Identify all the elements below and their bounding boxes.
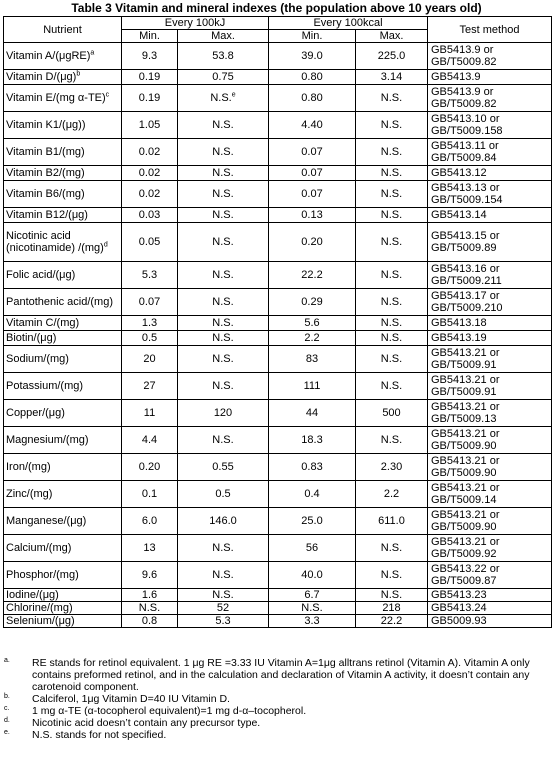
test-method-cell: GB5413.19 [428, 331, 552, 346]
max-kcal-cell: 3.14 [356, 70, 428, 85]
nutrient-cell: Vitamin $D/(\mu g)^b$ [4, 70, 122, 85]
footnote [4, 717, 549, 729]
test-method-cell: GB5413.21 or GB/T5009.91 [428, 373, 552, 400]
test-method-cell: GB5413.17 or GB/T5009.210 [428, 289, 552, 316]
footnote [4, 693, 549, 705]
nutrient-cell: Vitamin B12/(μg) [4, 208, 122, 223]
max-kcal-cell: N.S. [356, 166, 428, 181]
min-kcal-cell: 0.07 [269, 139, 356, 166]
header-nutrient: Nutrient [4, 17, 122, 43]
max-kj-cell: N.S. [178, 589, 269, 602]
test-method-cell: GB5413.9 [428, 70, 552, 85]
table-row [4, 181, 552, 208]
nutrient-cell: Phosphor/(mg) [4, 562, 122, 589]
min-kcal-cell: 40.0 [269, 562, 356, 589]
max-kcal-cell: 611.0 [356, 508, 428, 535]
table-row [4, 346, 552, 373]
min-kcal-cell: 111 [269, 373, 356, 400]
min-kcal-cell: 3.3 [269, 615, 356, 628]
nutrient-cell: Vitamin C/(mg) [4, 316, 122, 331]
min-kj-cell: 0.19 [122, 70, 178, 85]
header-every-100kcal: Every 100kcal [269, 17, 428, 30]
max-kj-cell: N.S. [178, 166, 269, 181]
footnote [4, 657, 549, 693]
min-kj-cell: 4.4 [122, 427, 178, 454]
nutrient-cell: Nicotinic acid (nicotinamide) /(mg)$^d$ [4, 223, 122, 262]
footnote-marker: c [105, 91, 110, 99]
max-kcal-cell: 2.2 [356, 481, 428, 508]
table-row [4, 289, 552, 316]
nutrient-cell: Copper/(μg) [4, 400, 122, 427]
table-row [4, 589, 552, 602]
table-body [4, 43, 552, 628]
test-method-cell: GB5413.15 or GB/T5009.89 [428, 223, 552, 262]
min-kcal-cell: 0.83 [269, 454, 356, 481]
min-kcal-cell: 4.40 [269, 112, 356, 139]
max-kcal-cell: N.S. [356, 181, 428, 208]
footnote-text: N.S. stands for not specified. [32, 729, 167, 741]
header-min-kcal: Min. [269, 30, 356, 43]
max-kj-cell: 5.3 [178, 615, 269, 628]
footnotes [4, 657, 549, 741]
nutrient-cell: Vitamin B2/(mg) [4, 166, 122, 181]
max-kj-cell: N.S. [178, 316, 269, 331]
max-kj-cell: 53.8 [178, 43, 269, 70]
min-kj-cell: 0.03 [122, 208, 178, 223]
max-kcal-cell: N.S. [356, 346, 428, 373]
header-every-100kj: Every 100kJ [122, 17, 269, 30]
min-kcal-cell: 39.0 [269, 43, 356, 70]
min-kj-cell: 20 [122, 346, 178, 373]
nutrient-cell: Sodium/(mg) [4, 346, 122, 373]
nutrient-cell: Vitamin B1/(mg) [4, 139, 122, 166]
vitamin-mineral-table [3, 16, 552, 628]
test-method-cell: GB5413.21 or GB/T5009.14 [428, 481, 552, 508]
test-method-cell: GB5413.21 or GB/T5009.90 [428, 508, 552, 535]
min-kcal-cell: N.S. [269, 602, 356, 615]
test-method-cell: GB5413.14 [428, 208, 552, 223]
max-kj-cell: N.S. [178, 262, 269, 289]
test-method-cell: GB5413.22 or GB/T5009.87 [428, 562, 552, 589]
min-kj-cell: 0.05 [122, 223, 178, 262]
min-kcal-cell: 18.3 [269, 427, 356, 454]
min-kcal-cell: 0.07 [269, 166, 356, 181]
nutrient-cell: Potassium/(mg) [4, 373, 122, 400]
min-kcal-cell: 22.2 [269, 262, 356, 289]
table-row [4, 262, 552, 289]
nutrient-cell: Biotin/(μg) [4, 331, 122, 346]
min-kj-cell: 11 [122, 400, 178, 427]
nutrient-cell: Iodine/(μg) [4, 589, 122, 602]
max-kcal-cell: 500 [356, 400, 428, 427]
max-kj-cell: N.S. [178, 139, 269, 166]
min-kcal-cell: 0.4 [269, 481, 356, 508]
table-row [4, 112, 552, 139]
table-row [4, 427, 552, 454]
nutrient-cell: Folic acid/(μg) [4, 262, 122, 289]
max-kcal-cell: 22.2 [356, 615, 428, 628]
test-method-cell: GB5413.9 or GB/T5009.82 [428, 85, 552, 112]
max-kcal-cell: N.S. [356, 223, 428, 262]
max-kj-cell: 146.0 [178, 508, 269, 535]
test-method-cell: GB5413.24 [428, 602, 552, 615]
footnote-marker: b [76, 70, 81, 78]
max-kcal-cell: N.S. [356, 373, 428, 400]
nutrient-cell: Vitamin $A/(\mu gRE)^a$ [4, 43, 122, 70]
footnote-mark: e. [4, 729, 10, 736]
max-kj-cell: N.S. [178, 112, 269, 139]
nutrient-cell: Iron/(mg) [4, 454, 122, 481]
max-kj-cell: N.S. [178, 346, 269, 373]
max-kcal-cell: N.S. [356, 208, 428, 223]
table-row [4, 602, 552, 615]
table-row [4, 331, 552, 346]
min-kj-cell: 9.6 [122, 562, 178, 589]
footnote-text: Nicotinic acid doesn’t contain any precursor type. [32, 717, 261, 729]
table-row [4, 85, 552, 112]
test-method-cell: GB5413.21 or GB/T5009.13 [428, 400, 552, 427]
max-kcal-cell: N.S. [356, 112, 428, 139]
min-kcal-cell: 25.0 [269, 508, 356, 535]
min-kcal-cell: 0.80 [269, 70, 356, 85]
min-kcal-cell: 0.07 [269, 181, 356, 208]
max-kj-cell: 0.75 [178, 70, 269, 85]
table-row [4, 208, 552, 223]
nutrient-cell: Manganese/(μg) [4, 508, 122, 535]
max-kj-cell: 0.55 [178, 454, 269, 481]
table-row [4, 373, 552, 400]
min-kcal-cell: 0.80 [269, 85, 356, 112]
max-kcal-cell: N.S. [356, 331, 428, 346]
min-kj-cell: 27 [122, 373, 178, 400]
header-max-kcal: Max. [356, 30, 428, 43]
min-kj-cell: 1.05 [122, 112, 178, 139]
max-kcal-cell: 2.30 [356, 454, 428, 481]
max-kcal-cell: N.S. [356, 85, 428, 112]
nutrient-cell: Vitamin E/(mg α-TE)$^c$ [4, 85, 122, 112]
table-row [4, 400, 552, 427]
max-kj-cell: 52 [178, 602, 269, 615]
min-kj-cell: 0.02 [122, 181, 178, 208]
max-kcal-cell: N.S. [356, 316, 428, 331]
min-kj-cell: 9.3 [122, 43, 178, 70]
test-method-cell: GB5413.21 or GB/T5009.90 [428, 454, 552, 481]
max-kj-cell: N.S. [178, 373, 269, 400]
min-kcal-cell: 5.6 [269, 316, 356, 331]
max-kcal-cell: 225.0 [356, 43, 428, 70]
min-kj-cell: 0.02 [122, 139, 178, 166]
max-kcal-cell: N.S. [356, 562, 428, 589]
max-kj-cell: N.S. [178, 535, 269, 562]
test-method-cell: GB5413.18 [428, 316, 552, 331]
test-method-cell: GB5413.21 or GB/T5009.90 [428, 427, 552, 454]
table-row [4, 562, 552, 589]
test-method-cell: GB5413.9 or GB/T5009.82 [428, 43, 552, 70]
table-title: Table 3 Vitamin and mineral indexes (the population above 10 years old) [71, 1, 482, 15]
nutrient-cell: Zinc/(mg) [4, 481, 122, 508]
min-kj-cell: 0.19 [122, 85, 178, 112]
table-row [4, 508, 552, 535]
min-kj-cell: 0.8 [122, 615, 178, 628]
footnote-mark: c. [4, 705, 10, 712]
min-kj-cell: 6.0 [122, 508, 178, 535]
nutrient-cell: Vitamin K1/(μg)) [4, 112, 122, 139]
min-kcal-cell: 0.20 [269, 223, 356, 262]
table-row [4, 223, 552, 262]
max-kj-cell: N.S. [178, 562, 269, 589]
min-kj-cell: 1.6 [122, 589, 178, 602]
test-method-cell: GB5009.93 [428, 615, 552, 628]
max-kj-cell: N.S. [178, 289, 269, 316]
footnote-text: RE stands for retinol equivalent. 1 μg RE =3.33 IU Vitamin A=1μg alltrans retinol (Vitamin A). Vitamin A only contains preformed retinol, and in the calculation and declaration of Vitamin A activity, it doesn’t contain any carotenoid component. [32, 657, 530, 693]
max-kj-cell: N.S. [178, 181, 269, 208]
max-kj-cell: N.S. [178, 208, 269, 223]
nutrient-cell: Pantothenic acid/(mg) [4, 289, 122, 316]
test-method-cell: GB5413.12 [428, 166, 552, 181]
nutrient-cell: Magnesium/(mg) [4, 427, 122, 454]
max-kj-cell: N.S. [178, 427, 269, 454]
footnote-text: 1 mg α-TE (α-tocopherol equivalent)=1 mg d-α–tocopherol. [32, 705, 307, 717]
footnote [4, 705, 549, 717]
min-kj-cell: 13 [122, 535, 178, 562]
table-row [4, 70, 552, 85]
nutrient-cell: Selenium/(μg) [4, 615, 122, 628]
test-method-cell: GB5413.21 or GB/T5009.92 [428, 535, 552, 562]
max-kj-cell: N.S. [178, 223, 269, 262]
table-row [4, 316, 552, 331]
footnote-mark: a. [4, 657, 10, 664]
footnote-mark: d. [4, 717, 10, 724]
min-kcal-cell: 0.13 [269, 208, 356, 223]
nutrient-cell: Chlorine/(mg) [4, 602, 122, 615]
max-kj-cell: 120 [178, 400, 269, 427]
max-kcal-cell: N.S. [356, 262, 428, 289]
max-kcal-cell: N.S. [356, 535, 428, 562]
max-kcal-cell: N.S. [356, 589, 428, 602]
test-method-cell: GB5413.11 or GB/T5009.84 [428, 139, 552, 166]
min-kj-cell: 0.07 [122, 289, 178, 316]
header-test-method: Test method [428, 17, 552, 43]
footnote [4, 729, 549, 741]
max-kcal-cell: N.S. [356, 427, 428, 454]
table-row [4, 166, 552, 181]
table-row [4, 535, 552, 562]
min-kcal-cell: 56 [269, 535, 356, 562]
min-kj-cell: 5.3 [122, 262, 178, 289]
header-min-kj: Min. [122, 30, 178, 43]
test-method-cell: GB5413.16 or GB/T5009.211 [428, 262, 552, 289]
min-kj-cell: 0.02 [122, 166, 178, 181]
table-row [4, 615, 552, 628]
table-row [4, 139, 552, 166]
min-kcal-cell: 0.29 [269, 289, 356, 316]
test-method-cell: GB5413.21 or GB/T5009.91 [428, 346, 552, 373]
min-kj-cell: 0.1 [122, 481, 178, 508]
min-kcal-cell: 2.2 [269, 331, 356, 346]
footnote-marker: a [90, 49, 95, 57]
table-row [4, 454, 552, 481]
max-kj-cell: N.S.$^e$ [178, 85, 269, 112]
test-method-cell: GB5413.13 or GB/T5009.154 [428, 181, 552, 208]
max-kcal-cell: N.S. [356, 139, 428, 166]
test-method-cell: GB5413.23 [428, 589, 552, 602]
max-kj-cell: 0.5 [178, 481, 269, 508]
footnote-marker: d [103, 241, 108, 249]
header-max-kj: Max. [178, 30, 269, 43]
max-kcal-cell: N.S. [356, 289, 428, 316]
test-method-cell: GB5413.10 or GB/T5009.158 [428, 112, 552, 139]
min-kcal-cell: 83 [269, 346, 356, 373]
max-kj-cell: N.S. [178, 331, 269, 346]
min-kcal-cell: 44 [269, 400, 356, 427]
table-row [4, 43, 552, 70]
min-kcal-cell: 6.7 [269, 589, 356, 602]
min-kj-cell: 1.3 [122, 316, 178, 331]
min-kj-cell: 0.5 [122, 331, 178, 346]
min-kj-cell: 0.20 [122, 454, 178, 481]
max-kcal-cell: 218 [356, 602, 428, 615]
min-kj-cell: N.S. [122, 602, 178, 615]
footnote-marker: e [231, 91, 236, 99]
footnote-text: Calciferol, 1μg Vitamin D=40 IU Vitamin D. [32, 693, 230, 705]
nutrient-cell: Calcium/(mg) [4, 535, 122, 562]
footnote-mark: b. [4, 693, 10, 700]
nutrient-cell: Vitamin B6/(mg) [4, 181, 122, 208]
table-row [4, 481, 552, 508]
